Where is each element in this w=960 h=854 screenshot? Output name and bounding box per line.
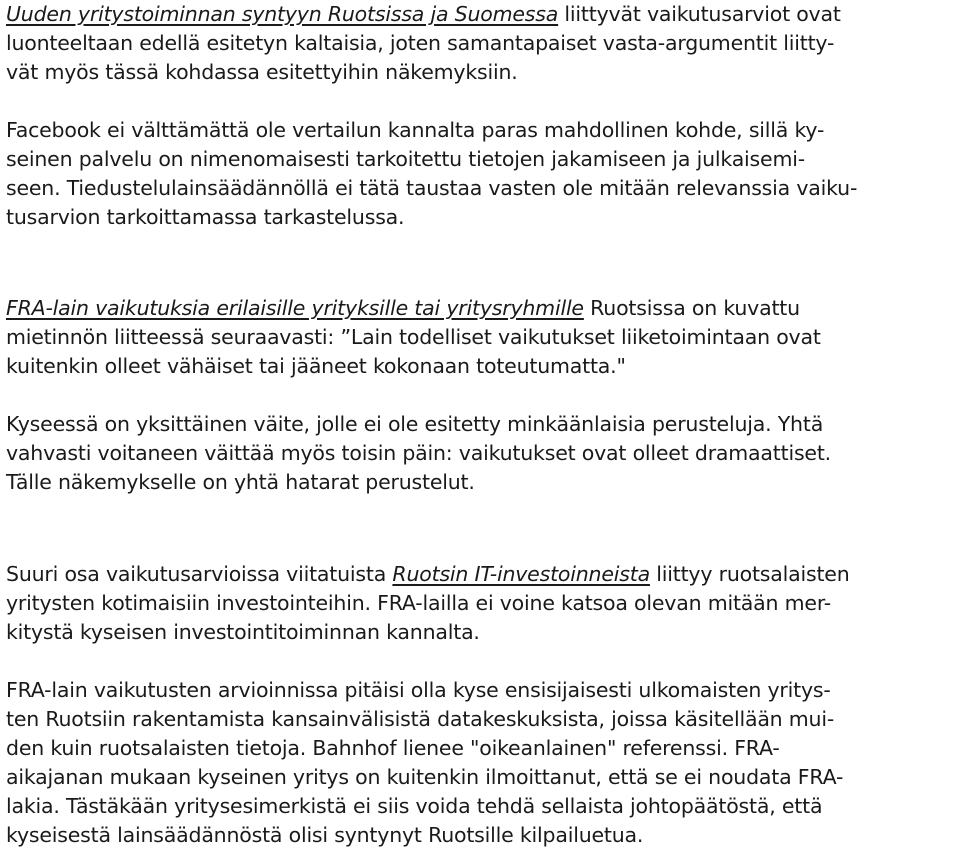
text-segment: Suuri osa vaikutusarvioissa viitatuista xyxy=(6,562,393,586)
paragraph-fra-effects xyxy=(6,294,821,381)
text-line: tusarvion tarkoittamassa tarkastelussa. xyxy=(6,205,405,229)
text-line: FRA-lain vaikutusten arvioinnissa pitäisi olla kyse ensisijaisesti ulkomaisten yritys- xyxy=(6,678,831,702)
text-line: lakia. Tästäkään yritysesimerkistä ei siis voida tehdä sellaista johtopäätöstä, että xyxy=(6,794,823,818)
text-line: ten Ruotsiin rakentamista kansainvälisistä datakeskuksista, joissa käsitellään mui- xyxy=(6,707,835,731)
paragraph-new-business xyxy=(6,0,841,87)
text-line: yritysten kotimaisiin investointeihin. FRA-lailla ei voine katsoa olevan mitään mer- xyxy=(6,591,831,615)
paragraph-data-centers xyxy=(6,676,843,850)
paragraph-single-claim xyxy=(6,410,831,497)
text-line: vahvasti voitaneen väittää myös toisin päin: vaikutukset ovat olleet dramaattiset. xyxy=(6,441,831,465)
text-segment: liittyvät vaikutusarviot ovat xyxy=(558,2,841,26)
text-segment: Ruotsissa on kuvattu xyxy=(583,296,800,320)
text-line: vät myös tässä kohdassa esitettyihin näkemyksiin. xyxy=(6,60,518,84)
text-line: Facebook ei välttämättä ole vertailun kannalta paras mahdollinen kohde, sillä ky- xyxy=(6,118,825,142)
text-segment: liittyy ruotsalaisten xyxy=(649,562,850,586)
text-line xyxy=(6,560,850,589)
text-line: den kuin ruotsalaisten tietoja. Bahnhof lienee "oikeanlainen" referenssi. FRA- xyxy=(6,736,780,760)
link-fra-effects-companies[interactable]: FRA-lain vaikutuksia erilaisille yrityksille tai yritysryhmille xyxy=(6,296,584,320)
text-line: seen. Tiedustelulainsäädännöllä ei tätä taustaa vasten ole mitään relevanssia vaiku- xyxy=(6,176,858,200)
text-line: luonteeltaan edellä esitetyn kaltaisia, joten samantapaiset vasta-argumentit liitty- xyxy=(6,31,835,55)
text-line: aikajanan mukaan kyseinen yritys on kuitenkin ilmoittanut, että se ei noudata FRA- xyxy=(6,765,844,789)
paragraph-facebook xyxy=(6,116,857,232)
text-line: kuitenkin olleet vähäiset tai jääneet kokonaan toteutumatta." xyxy=(6,354,626,378)
text-line xyxy=(6,294,821,323)
text-line xyxy=(6,0,841,29)
text-line: kitystä kyseisen investointitoiminnan kannalta. xyxy=(6,620,480,644)
text-line: Kyseessä on yksittäinen väite, jolle ei ole esitetty minkäänlaisia perusteluja. Yhtä xyxy=(6,412,824,436)
link-sweden-it-investments[interactable]: Ruotsin IT-investoinneista xyxy=(392,562,650,586)
text-line: seinen palvelu on nimenomaisesti tarkoitettu tietojen jakamiseen ja julkaisemi- xyxy=(6,147,805,171)
text-line: Tälle näkemykselle on yhtä hatarat perustelut. xyxy=(6,470,475,494)
link-new-business-sweden-finland[interactable]: Uuden yritystoiminnan syntyyn Ruotsissa ja Suomessa xyxy=(6,2,559,26)
text-line: mietinnön liitteessä seuraavasti: ”Lain todelliset vaikutukset liiketoimintaan ovat xyxy=(6,325,821,349)
paragraph-it-investments xyxy=(6,560,850,647)
text-line: kyseisestä lainsäädännöstä olisi syntynyt Ruotsille kilpailuetua. xyxy=(6,823,644,847)
